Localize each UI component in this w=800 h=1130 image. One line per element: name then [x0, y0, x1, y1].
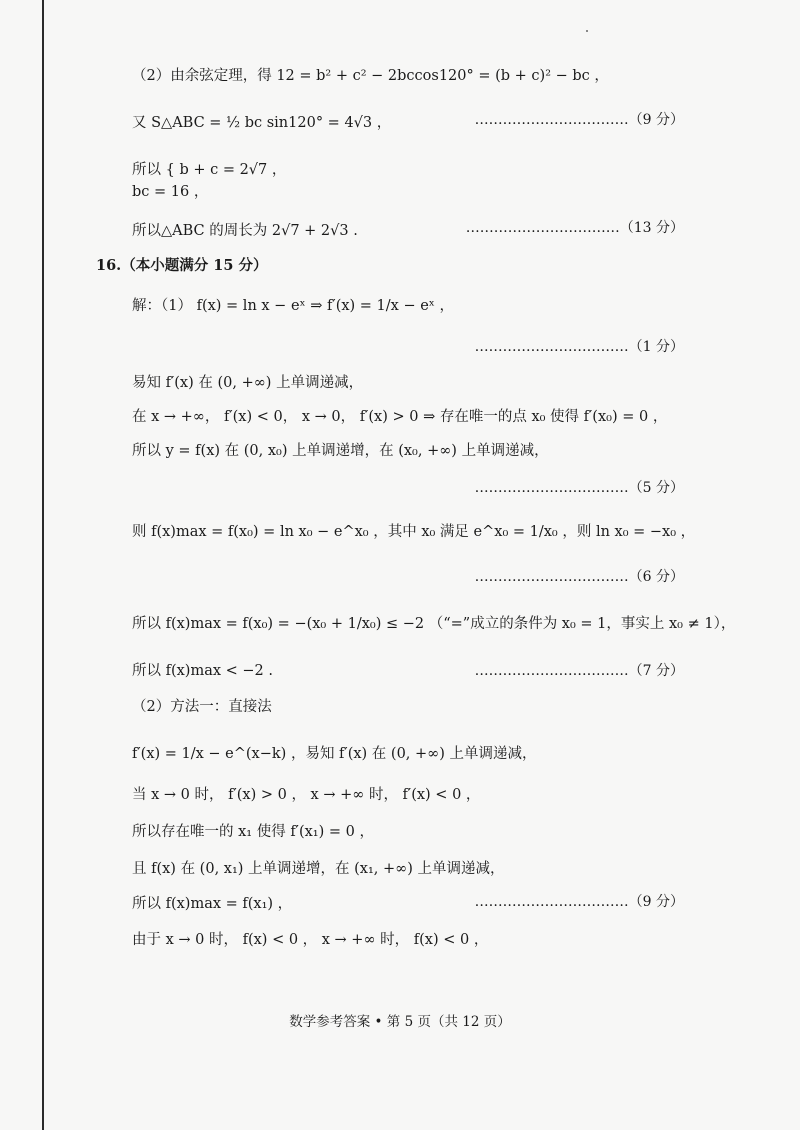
- score-marker: ……………………………（5 分）: [474, 480, 684, 496]
- score-marker: ……………………………（7 分）: [474, 663, 684, 679]
- text-line: 又 S△ABC = ½ bc sin120° = 4√3 ，: [132, 115, 392, 131]
- text-line: 所以 { b + c = 2√7 ，: [132, 162, 287, 178]
- text-line: 所以 f(x)max = f(x₁) ，: [132, 896, 293, 912]
- text-line: 且 f(x) 在 (0, x₁) 上单调递增，在 (x₁, +∞) 上单调递减，: [132, 861, 505, 877]
- text-line: 所以 f(x)max = f(x₀) = −(x₀ + 1/x₀) ≤ −2 （“=”成立的条件为 x₀ = 1，事实上 x₀ ≠ 1），: [132, 616, 736, 632]
- text-line: 所以 y = f(x) 在 (0, x₀) 上单调递增，在 (x₀, +∞) 上单调递减，: [132, 443, 549, 459]
- text-line: bc = 16 ，: [132, 184, 209, 200]
- score-marker: ……………………………（9 分）: [474, 112, 684, 128]
- text-line: 由于 x → 0 时， f(x) < 0 ， x → +∞ 时， f(x) < 0 ，: [132, 932, 489, 948]
- text-line: f′(x) = 1/x − e^(x−k) ，易知 f′(x) 在 (0, +∞) 上单调递减，: [132, 746, 537, 762]
- text-line: 则 f(x)max = f(x₀) = ln x₀ − e^x₀ ，其中 x₀ 满足 e^x₀ = 1/x₀ ，则 ln x₀ = −x₀ ，: [132, 524, 696, 540]
- score-marker: ……………………………（1 分）: [474, 339, 684, 355]
- text-line: 所以△ABC 的周长为 2√7 + 2√3 .: [132, 223, 358, 239]
- score-marker: ……………………………（9 分）: [474, 894, 684, 910]
- speck-mark: [586, 30, 588, 32]
- text-line: 所以 f(x)max < −2 .: [132, 663, 273, 679]
- text-line: （2）方法一：直接法: [132, 699, 272, 715]
- score-marker: ……………………………（13 分）: [465, 220, 684, 236]
- question-heading: 16.（本小题满分 15 分）: [96, 257, 268, 274]
- text-line: 解：（1） f(x) = ln x − eˣ ⇒ f′(x) = 1/x − eˣ ，: [132, 298, 455, 314]
- score-marker: ……………………………（6 分）: [474, 569, 684, 585]
- text-line: 所以存在唯一的 x₁ 使得 f′(x₁) = 0 ，: [132, 824, 374, 840]
- binding-margin-line: [42, 0, 44, 1130]
- text-line: 当 x → 0 时， f′(x) > 0 ， x → +∞ 时， f′(x) < 0 ，: [132, 787, 481, 803]
- text-line: 易知 f′(x) 在 (0, +∞) 上单调递减，: [132, 375, 364, 391]
- text-line: （2）由余弦定理，得 12 = b² + c² − 2bccos120° = (b + c)² − bc ，: [132, 68, 609, 84]
- page-footer: 数学参考答案 • 第 5 页（共 12 页）: [289, 1014, 511, 1030]
- text-line: 在 x → +∞， f′(x) < 0， x → 0， f′(x) > 0 ⇒ 存在唯一的点 x₀ 使得 f′(x₀) = 0 ，: [132, 409, 668, 425]
